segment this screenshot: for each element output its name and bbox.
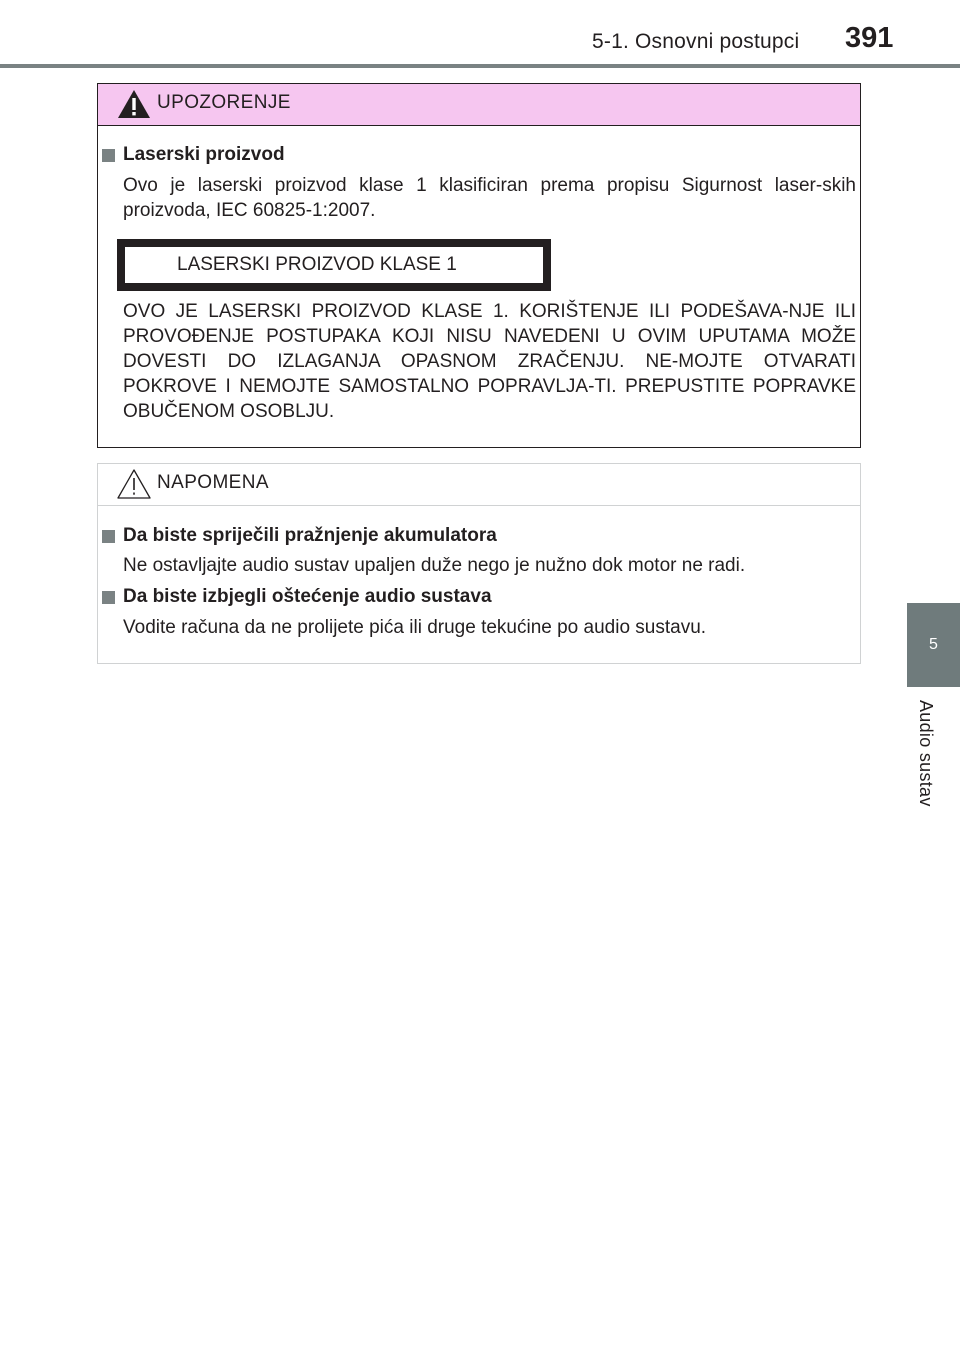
warning-header xyxy=(98,84,860,126)
notice-box xyxy=(97,463,861,664)
warning-title: UPOZORENJE xyxy=(157,92,291,113)
laser-label-text: LASERSKI PROIZVOD KLASE 1 xyxy=(125,247,543,283)
chapter-tab xyxy=(907,603,960,687)
notice-item-title-text: Da biste izbjegli oštećenje audio sustava xyxy=(123,586,492,607)
page-number: 391 xyxy=(845,22,894,54)
section-title: 5-1. Osnovni postupci xyxy=(592,30,800,53)
bullet-square-icon xyxy=(102,530,115,543)
notice-item-text: Ne ostavljajte audio sustav upaljen duže nego je nužno dok motor ne radi. xyxy=(123,555,746,576)
notice-triangle-outline-icon xyxy=(116,467,152,501)
warning-triangle-icon xyxy=(116,87,152,121)
bullet-square-icon xyxy=(102,591,115,604)
notice-item-title-text: Da biste spriječili pražnjenje akumulatora xyxy=(123,525,497,546)
chapter-number: 5 xyxy=(929,636,938,653)
chapter-title: Audio sustav xyxy=(916,700,936,807)
notice-header xyxy=(98,464,860,506)
warning-item-text: Ovo je laserski proizvod klase 1 klasificiran prema propisu Sigurnost laser-skih proizvoda, IEC 60825-1:2007. xyxy=(123,175,856,221)
warning-item-title xyxy=(102,144,285,166)
bullet-square-icon xyxy=(102,149,115,162)
warning-box xyxy=(97,83,861,448)
notice-item-title xyxy=(102,586,492,608)
laser-caution-text: OVO JE LASERSKI PROIZVOD KLASE 1. KORIŠTENJE ILI PODEŠAVA-NJE ILI PROVOĐENJE POSTUPAKA KOJI NISU NAVEDENI U OVIM UPUTAMA MOŽE DOVESTI DO IZLAGANJA OPASNOM ZRAČENJU. NE-MOJTE OTVARATI POKROVE I NEMOJTE SAMOSTALNO POPRAVLJA-TI. PREPUSTITE POPRAVKE OBUČENOM OSOBLJU. xyxy=(123,301,856,422)
warning-item-title-text: Laserski proizvod xyxy=(123,144,285,165)
notice-item-title xyxy=(102,525,497,547)
notice-item-text: Vodite računa da ne prolijete pića ili druge tekućine po audio sustavu. xyxy=(123,617,707,638)
notice-title: NAPOMENA xyxy=(157,472,269,493)
header-divider xyxy=(0,64,960,68)
laser-product-label xyxy=(117,239,551,291)
